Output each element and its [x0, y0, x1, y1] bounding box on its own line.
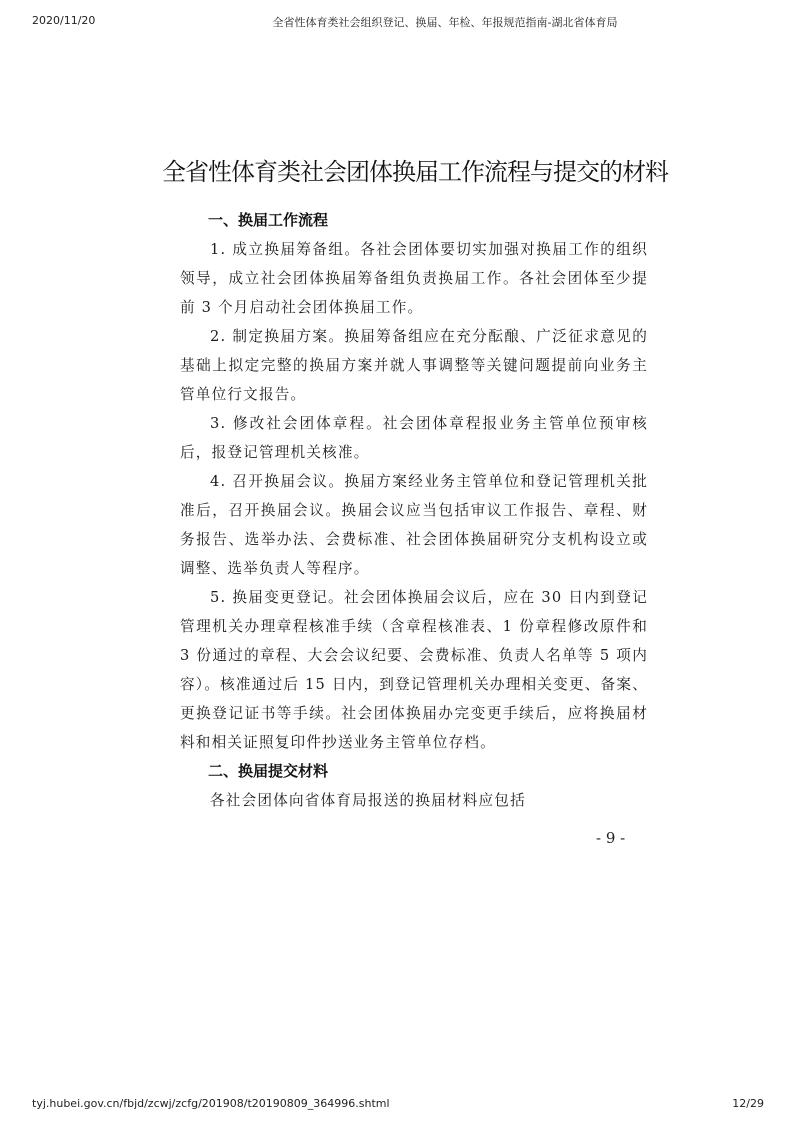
section-heading-workflow: 一、换届工作流程: [208, 211, 329, 229]
document-title: 全省性体育类社会团体换届工作流程与提交的材料: [162, 158, 668, 186]
print-footer-url: tyj.hubei.gov.cn/fbjd/zcwj/zcfg/201908/t20190809_364996.shtml: [32, 1097, 390, 1110]
paragraph-step-3: 3. 修改社会团体章程。社会团体章程报业务主管单位预审核后，报登记管理机关核准。: [180, 415, 648, 461]
paragraph-step-1: 1. 成立换届筹备组。各社会团体要切实加强对换届工作的组织领导，成立社会团体换届筹备组负责换届工作。各社会团体至少提前 3 个月启动社会团体换届工作。: [180, 241, 648, 316]
paragraph-materials-intro: 各社会团体向省体育局报送的换届材料应包括: [210, 792, 526, 809]
paragraph-step-5: 5. 换届变更登记。社会团体换届会议后，应在 30 日内到登记管理机关办理章程核准手续（含章程核准表、1 份章程修改原件和 3 份通过的章程、大会会议纪要、会费标准、负责人名单等 5 项内容）。核准通过后 15 日内，到登记管理机关办理相关变更、备案、更换登记证书等手续。社会团体换届办完变更手续后，应将换届材料和相关证照复印件抄送业务主管单位存档。: [180, 589, 648, 751]
section-heading-materials: 二、换届提交材料: [208, 762, 329, 780]
paragraph-step-2: 2. 制定换届方案。换届筹备组应在充分酝酿、广泛征求意见的基础上拟定完整的换届方案并就人事调整等关键问题提前向业务主管单位行文报告。: [180, 328, 648, 403]
document-body: [180, 206, 648, 815]
print-header-date: 2020/11/20: [32, 14, 96, 27]
paragraph-step-4: 4. 召开换届会议。换届方案经业务主管单位和登记管理机关批准后，召开换届会议。换届会议应当包括审议工作报告、章程、财务报告、选举办法、会费标准、社会团体换届研究分支机构设立或调整、选举负责人等程序。: [180, 473, 648, 577]
print-header-title: 全省性体育类社会组织登记、换届、年检、年报规范指南-湖北省体育局: [272, 16, 618, 29]
print-footer-page-count: 12/29: [732, 1097, 764, 1110]
page-number: - 9 -: [596, 829, 626, 847]
